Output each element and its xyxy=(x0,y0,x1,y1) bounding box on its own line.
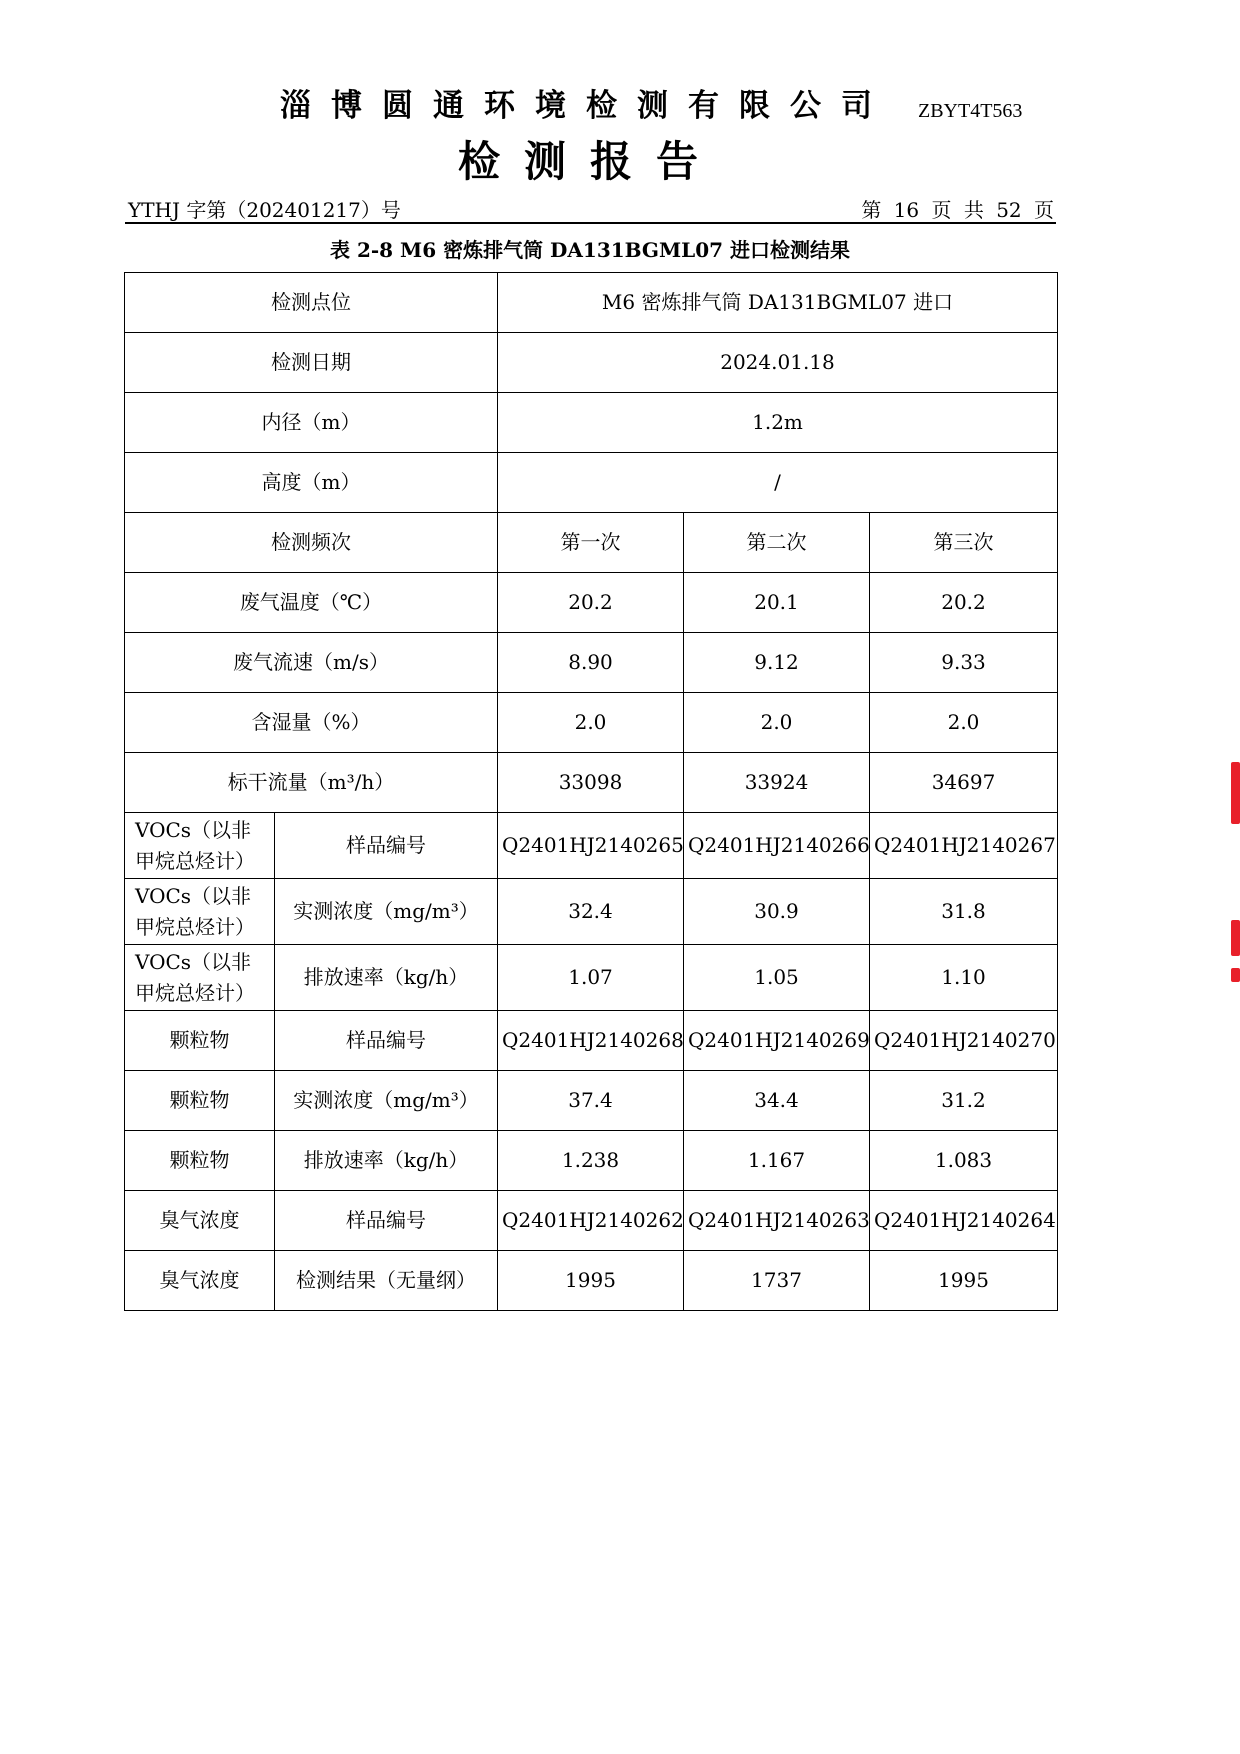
table-row xyxy=(125,1011,1058,1071)
cell-value: 1.167 xyxy=(684,1131,870,1191)
cell-value: 1995 xyxy=(870,1251,1058,1311)
table-row xyxy=(125,753,1058,813)
table-row xyxy=(125,333,1058,393)
row-label: 排放速率（kg/h） xyxy=(275,1131,498,1191)
row-label: 样品编号 xyxy=(275,1011,498,1071)
pollutant-group-label: 颗粒物 xyxy=(125,1071,275,1131)
cell-value: 第二次 xyxy=(684,513,870,573)
cell-value: 8.90 xyxy=(498,633,684,693)
row-label: 排放速率（kg/h） xyxy=(275,945,498,1011)
pollutant-group-label: VOCs（以非甲烷总烃计） xyxy=(125,945,275,1011)
report-number: YTHJ 字第（202401217）号 xyxy=(128,198,401,222)
cell-value: 20.2 xyxy=(870,573,1058,633)
table-row xyxy=(125,273,1058,333)
row-label: 实测浓度（mg/m³） xyxy=(275,879,498,945)
results-table xyxy=(124,272,1058,1311)
table-row xyxy=(125,1071,1058,1131)
company-name: 淄博圆通环境检测有限公司 xyxy=(280,88,892,124)
pollutant-group-label: 臭气浓度 xyxy=(125,1251,275,1311)
cell-value: 20.1 xyxy=(684,573,870,633)
cell-value: 30.9 xyxy=(684,879,870,945)
cell-value: Q2401HJ2140269 xyxy=(684,1011,870,1071)
seal-stamp-edge xyxy=(1231,762,1240,824)
cell-value: 34.4 xyxy=(684,1071,870,1131)
cell-value: 2.0 xyxy=(684,693,870,753)
table-row xyxy=(125,693,1058,753)
row-label: 内径（m） xyxy=(125,393,498,453)
cell-value: M6 密炼排气筒 DA131BGML07 进口 xyxy=(498,273,1058,333)
cell-value: Q2401HJ2140268 xyxy=(498,1011,684,1071)
cell-value: 33098 xyxy=(498,753,684,813)
cell-value: Q2401HJ2140265 xyxy=(498,813,684,879)
cell-value: 1.07 xyxy=(498,945,684,1011)
row-label: 高度（m） xyxy=(125,453,498,513)
cell-value: 32.4 xyxy=(498,879,684,945)
pollutant-group-label: 颗粒物 xyxy=(125,1011,275,1071)
table-row xyxy=(125,1191,1058,1251)
row-label: 检测点位 xyxy=(125,273,498,333)
cell-value: / xyxy=(498,453,1058,513)
table-row xyxy=(125,1131,1058,1191)
table-row xyxy=(125,573,1058,633)
table-row xyxy=(125,1251,1058,1311)
cell-value: 34697 xyxy=(870,753,1058,813)
table-row xyxy=(125,393,1058,453)
row-label: 废气流速（m/s） xyxy=(125,633,498,693)
row-label: 样品编号 xyxy=(275,1191,498,1251)
cell-value: 1.083 xyxy=(870,1131,1058,1191)
seal-stamp-edge xyxy=(1231,920,1240,956)
cell-value: 2.0 xyxy=(498,693,684,753)
row-label: 检测结果（无量纲） xyxy=(275,1251,498,1311)
page-indicator: 第 16 页 共 52 页 xyxy=(861,198,1054,222)
cell-value: 2.0 xyxy=(870,693,1058,753)
cell-value: Q2401HJ2140264 xyxy=(870,1191,1058,1251)
cell-value: Q2401HJ2140267 xyxy=(870,813,1058,879)
cell-value: 1.05 xyxy=(684,945,870,1011)
pollutant-group-label: 臭气浓度 xyxy=(125,1191,275,1251)
row-label: 样品编号 xyxy=(275,813,498,879)
row-label: 检测频次 xyxy=(125,513,498,573)
pollutant-group-label: 颗粒物 xyxy=(125,1131,275,1191)
cell-value: 20.2 xyxy=(498,573,684,633)
pollutant-group-label: VOCs（以非甲烷总烃计） xyxy=(125,813,275,879)
row-label: 实测浓度（mg/m³） xyxy=(275,1071,498,1131)
table-row xyxy=(125,633,1058,693)
report-title: 检测报告 xyxy=(457,137,722,186)
table-row xyxy=(125,945,1058,1011)
cell-value: 1.10 xyxy=(870,945,1058,1011)
cell-value: 1.2m xyxy=(498,393,1058,453)
cell-value: Q2401HJ2140266 xyxy=(684,813,870,879)
document-code: ZBYT4T563 xyxy=(918,100,1023,122)
cell-value: 第一次 xyxy=(498,513,684,573)
cell-value: 1995 xyxy=(498,1251,684,1311)
cell-value: 37.4 xyxy=(498,1071,684,1131)
cell-value: Q2401HJ2140262 xyxy=(498,1191,684,1251)
cell-value: 9.33 xyxy=(870,633,1058,693)
table-caption: 表 2-8 M6 密炼排气筒 DA131BGML07 进口检测结果 xyxy=(330,238,850,262)
row-label: 标干流量（m³/h） xyxy=(125,753,498,813)
cell-value: 31.8 xyxy=(870,879,1058,945)
cell-value: 33924 xyxy=(684,753,870,813)
cell-value: Q2401HJ2140263 xyxy=(684,1191,870,1251)
cell-value: Q2401HJ2140270 xyxy=(870,1011,1058,1071)
seal-stamp-edge xyxy=(1231,968,1240,982)
row-label: 检测日期 xyxy=(125,333,498,393)
table-row xyxy=(125,879,1058,945)
row-label: 含湿量（%） xyxy=(125,693,498,753)
cell-value: 第三次 xyxy=(870,513,1058,573)
table-row xyxy=(125,513,1058,573)
header-divider xyxy=(125,222,1056,224)
table-row xyxy=(125,813,1058,879)
pollutant-group-label: VOCs（以非甲烷总烃计） xyxy=(125,879,275,945)
cell-value: 31.2 xyxy=(870,1071,1058,1131)
cell-value: 9.12 xyxy=(684,633,870,693)
cell-value: 1.238 xyxy=(498,1131,684,1191)
cell-value: 2024.01.18 xyxy=(498,333,1058,393)
row-label: 废气温度（℃） xyxy=(125,573,498,633)
cell-value: 1737 xyxy=(684,1251,870,1311)
table-row xyxy=(125,453,1058,513)
